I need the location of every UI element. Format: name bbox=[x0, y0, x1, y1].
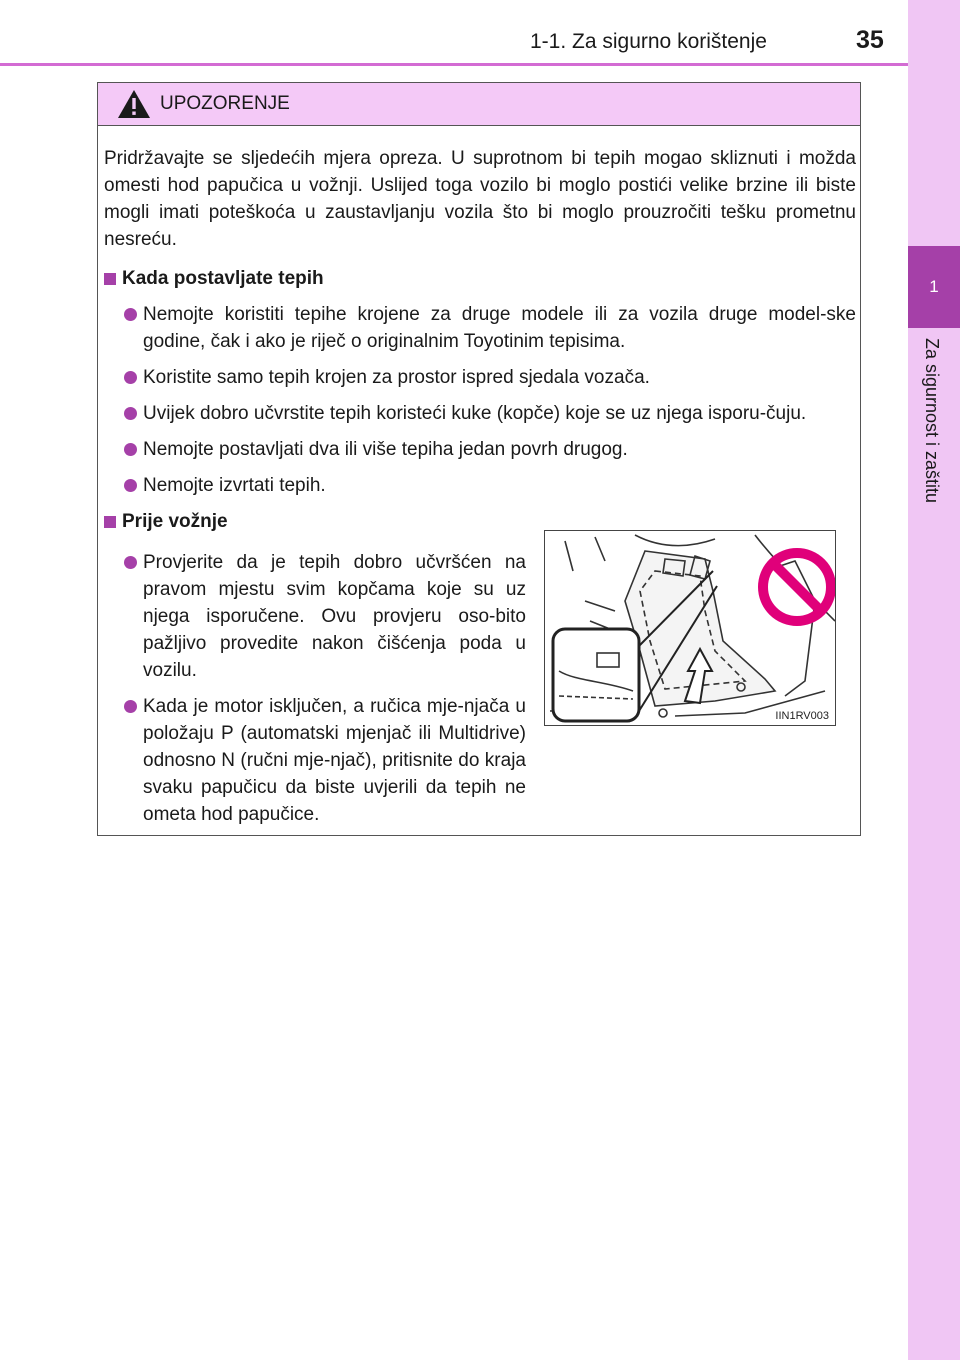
warning-content bbox=[104, 145, 856, 837]
bullet-dot-icon bbox=[124, 479, 137, 492]
list-item bbox=[124, 549, 526, 684]
figure-code: IIN1RV003 bbox=[775, 710, 829, 722]
list-item bbox=[124, 472, 856, 499]
warning-triangle-icon bbox=[116, 88, 152, 120]
list-item bbox=[124, 436, 856, 463]
warning-label: UPOZORENJE bbox=[160, 93, 290, 114]
list-item-text: Kada je motor isključen, a ručica mje-njača u položaju P (automatski mjenjač ili Multidrive) odnosno N (ručni mje-njač), pritisnite do kraja svaku papučicu da biste uvjerili da tepih ne ometa hod papučice. bbox=[143, 696, 526, 825]
warning-header bbox=[98, 83, 860, 126]
warning-intro: Pridržavajte se sljedećih mjera opreza. U suprotnom bi tepih mogao skliznuti i možda omesti hod papučica u vožnji. Uslijed toga vozilo bi moglo postići velike brzine ili biste mogli imati poteškoća u zaustavljanju vozila što bi moglo prouzročiti tešku prometnu nesreću. bbox=[104, 148, 856, 250]
square-bullet-icon bbox=[104, 273, 116, 285]
floor-mat-drawing bbox=[545, 531, 836, 726]
floor-mat-illustration bbox=[544, 530, 836, 726]
list-item-text: Nemojte koristiti tepihe krojene za druge modele ili za vozila druge model-ske godine, čak i ako je riječ o originalnim Toyotinim tepisima. bbox=[143, 304, 856, 352]
section-heading bbox=[104, 265, 856, 292]
list-item bbox=[124, 400, 856, 427]
section-heading-text: Prije vožnje bbox=[122, 511, 228, 532]
bullet-dot-icon bbox=[124, 700, 137, 713]
list-item bbox=[124, 301, 856, 355]
chapter-number-box bbox=[908, 246, 960, 328]
bullet-dot-icon bbox=[124, 308, 137, 321]
section-title: 1-1. Za sigurno korištenje bbox=[530, 30, 767, 53]
list-item-text: Uvijek dobro učvrstite tepih koristeći kuke (kopče) koje se uz njega isporu-čuju. bbox=[143, 403, 807, 424]
bullet-dot-icon bbox=[124, 407, 137, 420]
bullet-dot-icon bbox=[124, 371, 137, 384]
header-divider bbox=[0, 63, 908, 66]
bullet-dot-icon bbox=[124, 443, 137, 456]
list-item bbox=[124, 364, 856, 391]
no-entry-icon bbox=[763, 553, 831, 621]
chapter-title: Za sigurnost i zaštitu bbox=[922, 338, 942, 504]
bullet-dot-icon bbox=[124, 556, 137, 569]
side-tab bbox=[908, 0, 960, 1360]
list-item-text: Koristite samo tepih krojen za prostor ispred sjedala vozača. bbox=[143, 367, 650, 388]
list-item bbox=[124, 693, 526, 828]
list-item-text: Provjerite da je tepih dobro učvršćen na pravom mjestu svim kopčama koje su uz njega isporučene. Ovu provjeru oso-bito pažljivo provedite nakon čišćenja poda u vozilu. bbox=[143, 552, 526, 681]
section-heading-text: Kada postavljate tepih bbox=[122, 268, 324, 289]
list-item-text: Nemojte izvrtati tepih. bbox=[143, 475, 326, 496]
chapter-number: 1 bbox=[929, 277, 939, 296]
square-bullet-icon bbox=[104, 516, 116, 528]
page-number: 35 bbox=[856, 26, 884, 54]
list-item-text: Nemojte postavljati dva ili više tepiha jedan povrh drugog. bbox=[143, 439, 628, 460]
